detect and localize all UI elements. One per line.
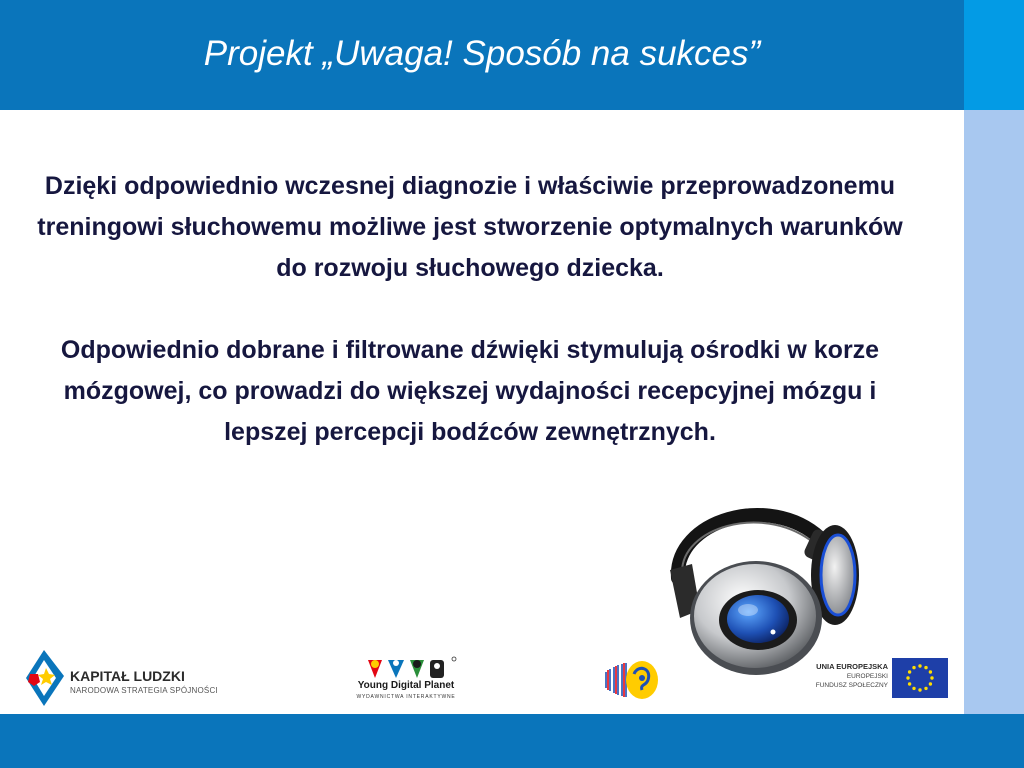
kapital-ludzki-emblem: [22, 648, 66, 710]
eu-logo: [790, 658, 950, 700]
ydp-mascots-icon: [360, 656, 460, 680]
headphones-illustration: [660, 500, 875, 680]
body-text: [20, 166, 920, 453]
eu-line-1: UNIA EUROPEJSKA: [816, 662, 888, 671]
footer-bar: [0, 714, 1024, 768]
ydp-subtitle: WYDAWNICTWA INTERAKTYWNE: [356, 694, 456, 700]
ydp-name: Young Digital Planet: [357, 680, 455, 691]
slide-title: Projekt „Uwaga! Sposób na sukces”: [203, 34, 761, 73]
paragraph-2: Odpowiednio dobrane i filtrowane dźwięki stymulują ośrodki w korze mózgowej, co prowadzi do większej wydajności recepcyjnej mózgu i lepszej percepcji bodźców zewnętrznych.: [60, 336, 880, 446]
eu-flag-icon: [892, 658, 948, 698]
ydp-logo: [350, 656, 462, 706]
eu-line-3: FUNDUSZ SPOŁECZNY: [815, 682, 888, 689]
paragraph-1: Dzięki odpowiednio wczesnej diagnozie i właściwie przeprowadzonemu treningowi słuchowemu możliwe jest stworzenie optymalnych warunków do rozwoju słuchowego dziecka.: [37, 172, 903, 282]
side-stripe: [964, 110, 1024, 714]
header-bar: [0, 0, 964, 110]
kapital-ludzki-logo: [22, 648, 218, 710]
eu-line-2: EUROPEJSKI: [846, 673, 888, 680]
kapital-ludzki-subtitle: NARODOWA STRATEGIA SPÓJNOŚCI: [70, 686, 218, 695]
kapital-ludzki-title: KAPITAŁ LUDZKI: [70, 668, 185, 684]
corner-block: [964, 0, 1024, 110]
ear-sound-logo-icon: [604, 658, 660, 702]
eu-text: [790, 661, 888, 690]
